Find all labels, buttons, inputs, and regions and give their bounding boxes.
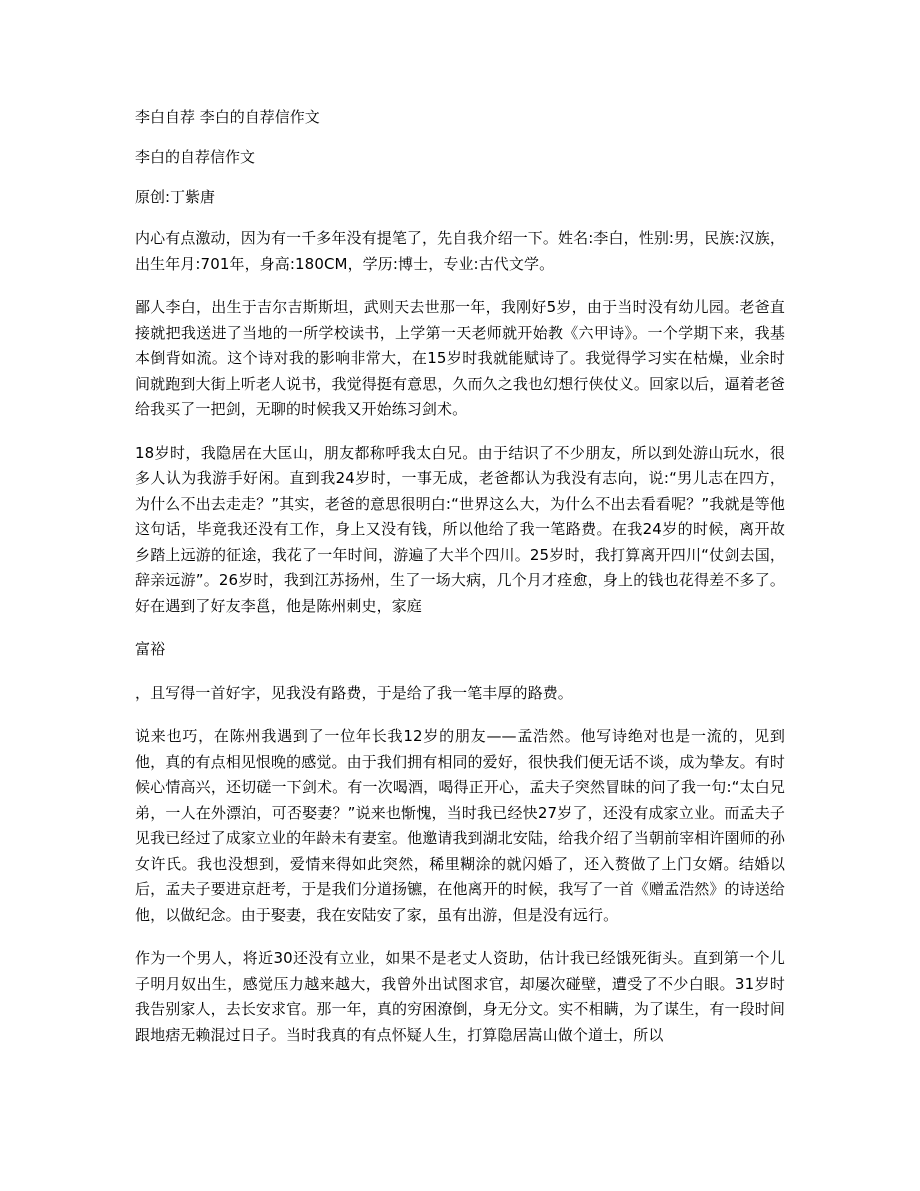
document-page [135,96,785,1066]
paragraph-1: 内心有点激动，因为有一千多年没有提笔了，先自我介绍一下。姓名:李白，性别:男，民族:汉族，出生年月:701年，身高:180CM，学历:博士，专业:古代文学。 [135,229,785,273]
document-title: 李白自荐 李白的自荐信作文 [135,108,320,126]
paragraph-7: 作为一个男人，将近30还没有立业，如果不是老丈人资助，估计我已经饿死街头。直到第一个儿子明月奴出生，感觉压力越来越大，我曾外出试图求官，却屡次碰壁，遭受了不少白眼。31岁时我告别家人，去长安求官。那一年，真的穷困潦倒，身无分文。实不相瞒，为了谋生，有一段时间跟地痞无赖混过日子。当时我真的有点怀疑人生，打算隐居嵩山做个道士，所以 [135,949,785,1044]
paragraph-3: 18岁时，我隐居在大匡山，朋友都称呼我太白兄。由于结识了不少朋友，所以到处游山玩水，很多人认为我游手好闲。直到我24岁时，一事无成，老爸都认为我没有志向，说:“男儿志在四方，为什么不出去走走？”其实，老爸的意思很明白:“世界这么大，为什么不出去看看呢？”我就是等他这句话，毕竟我还没有工作，身上又没有钱，所以他给了我一笔路费。在我24岁的时候，离开故乡踏上远游的征途，我花了一年时间，游遍了大半个四川。25岁时，我打算离开四川“仗剑去国，辞亲远游”。26岁时，我到江苏扬州，生了一场大病，几个月才痊愈，身上的钱也花得差不多了。好在遇到了好友李邕，他是陈州刺史，家庭 [135,443,785,615]
document-subtitle: 李白的自荐信作文 [135,148,256,166]
paragraph-4: 富裕 [135,640,166,658]
paragraph-6: 说来也巧，在陈州我遇到了一位年长我12岁的朋友——孟浩然。他写诗绝对也是一流的，见到他，真的有点相见恨晚的感觉。由于我们拥有相同的爱好，很快我们便无话不谈，成为挚友。有时候心情高兴，还切磋一下剑术。有一次喝酒，喝得正开心，孟夫子突然冒昧的问了我一句:“太白兄弟，一人在外漂泊，可否娶妻？”说来也惭愧，当时我已经快27岁了，还没有成家立业。而孟夫子见我已经过了成家立业的年龄未有妻室。他邀请我到湖北安陆，给我介绍了当朝前宰相许圉师的孙女许氏。我也没想到，爱情来得如此突然，稀里糊涂的就闪婚了，还入赘做了上门女婿。结婚以后，孟夫子要进京赶考，于是我们分道扬镳，在他离开的时候，我写了一首《赠孟浩然》的诗送给他，以做纪念。由于娶妻，我在安陆安了家，虽有出游，但是没有远行。 [135,727,785,924]
author-line: 原创:丁紫唐 [135,188,216,206]
paragraph-2: 鄙人李白，出生于吉尔吉斯斯坦，武则天去世那一年，我刚好5岁，由于当时没有幼儿园。老爸直接就把我送进了当地的一所学校读书，上学第一天老师就开始教《六甲诗》。一个学期下来，我基本倒背如流。这个诗对我的影响非常大，在15岁时我就能赋诗了。我觉得学习实在枯燥，业余时间就跑到大街上听老人说书，我觉得挺有意思，久而久之我也幻想行侠仗义。回家以后，逼着老爸给我买了一把剑，无聊的时候我又开始练习剑术。 [135,298,785,418]
paragraph-5: ，且写得一首好字，见我没有路费，于是给了我一笔丰厚的路费。 [135,683,573,702]
